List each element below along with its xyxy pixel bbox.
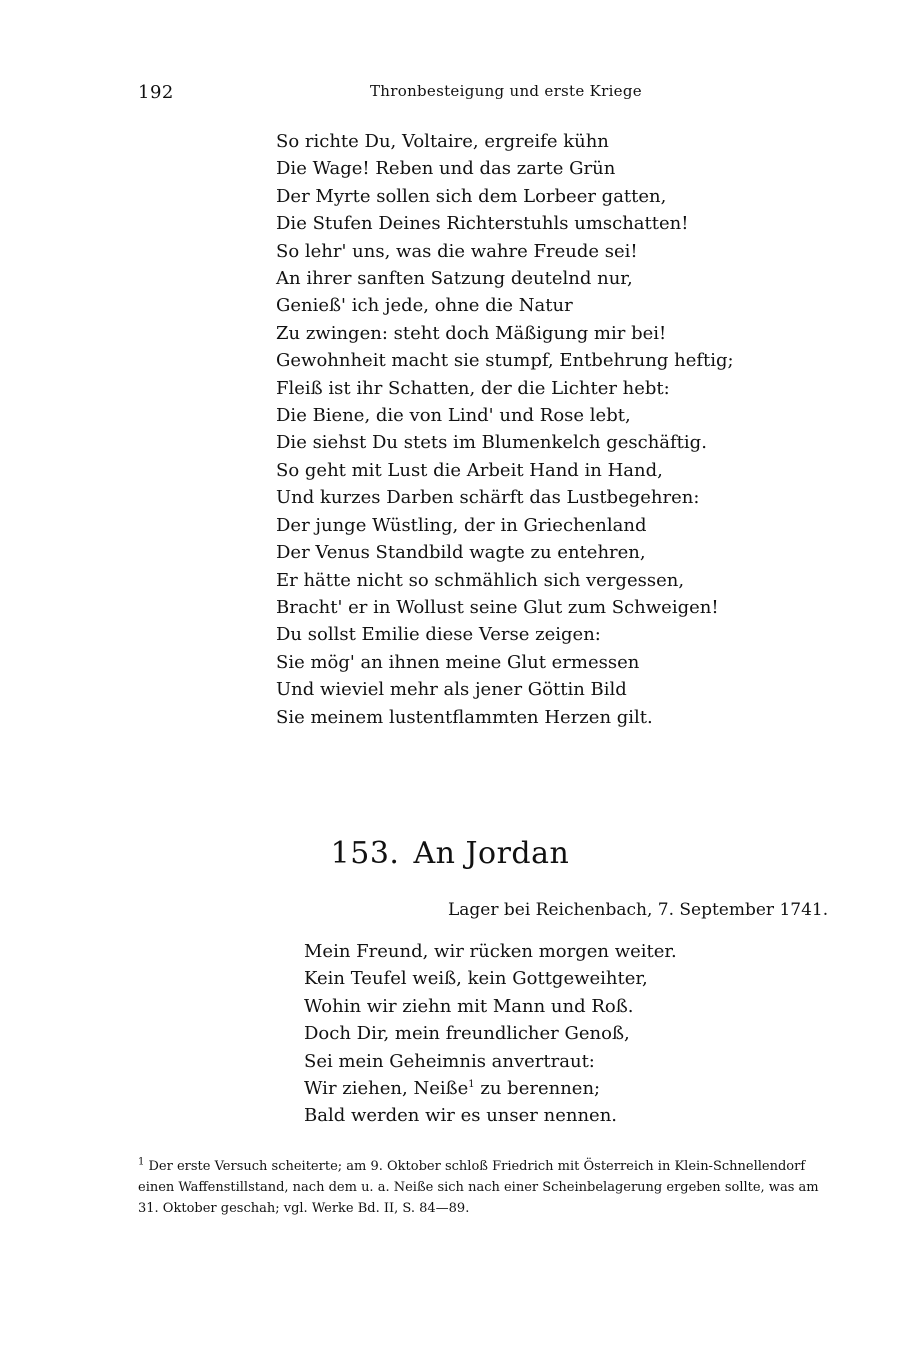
verse-line: Und wieviel mehr als jener Göttin Bild: [276, 679, 627, 701]
verse-line: An ihrer sanften Satzung deutelnd nur,: [276, 268, 633, 290]
verse-line: Die siehst Du stets im Blumenkelch geschäftig.: [276, 432, 707, 454]
poem-stanza-continued: [276, 128, 734, 731]
verse-line: Der junge Wüstling, der in Griechenland: [276, 514, 647, 536]
verse-line: Bracht' er in Wollust seine Glut zum Schweigen!: [276, 596, 719, 618]
verse-line: Er hätte nicht so schmählich sich vergessen,: [276, 569, 685, 591]
verse-line: Wohin wir ziehn mit Mann und Roß.: [304, 995, 634, 1017]
verse-line: Du sollst Emilie diese Verse zeigen:: [276, 624, 601, 646]
verse-line: Der Myrte sollen sich dem Lorbeer gatten,: [276, 185, 667, 207]
footnote: [138, 1156, 824, 1219]
verse-line: Sie mög' an ihnen meine Glut ermessen: [276, 651, 640, 673]
verse-line: Die Stufen Deines Richterstuhls umschatten!: [276, 213, 689, 235]
verse-line: Und kurzes Darben schärft das Lustbegehren:: [276, 487, 700, 509]
verse-line: Zu zwingen: steht doch Mäßigung mir bei!: [276, 322, 667, 344]
poem-stanza: [304, 938, 677, 1130]
verse-line: Fleiß ist ihr Schatten, der die Lichter hebt:: [276, 377, 670, 399]
footnote-reference[interactable]: 1: [468, 1079, 475, 1091]
verse-line: So geht mit Lust die Arbeit Hand in Hand,: [276, 459, 663, 481]
running-title: Thronbesteigung und erste Kriege: [370, 82, 642, 100]
footnote-mark: 1: [138, 1156, 145, 1168]
verse-text: Wir ziehen, Neiße: [304, 1078, 469, 1100]
poem-title: An Jordan: [413, 836, 570, 871]
verse-line: Sei mein Geheimnis anvertraut:: [304, 1050, 595, 1072]
poem-heading: [0, 836, 900, 871]
verse-line: Genieß' ich jede, ohne die Natur: [276, 295, 573, 317]
verse-line: Der Venus Standbild wagte zu entehren,: [276, 542, 646, 564]
verse-line: Kein Teufel weiß, kein Gottgeweihter,: [304, 968, 648, 990]
verse-line: So richte Du, Voltaire, ergreife kühn: [276, 131, 609, 152]
poem-number: 153.: [330, 836, 400, 871]
verse-line: Die Wage! Reben und das zarte Grün: [276, 158, 616, 180]
verse-line: Gewohnheit macht sie stumpf, Entbehrung heftig;: [276, 350, 734, 372]
verse-line: Die Biene, die von Lind' und Rose lebt,: [276, 405, 631, 427]
poem-dateline: Lager bei Reichenbach, 7. September 1741.: [448, 900, 829, 920]
verse-line: Doch Dir, mein freundlicher Genoß,: [304, 1023, 630, 1045]
verse-line: Mein Freund, wir rücken morgen weiter.: [304, 941, 677, 962]
verse-text: zu berennen;: [474, 1078, 601, 1100]
footnote-text: Der erste Versuch scheiterte; am 9. Oktober schloß Friedrich mit Österreich in Klein-Schnellendorf einen Waffenstillstand, nach dem u. a. Neiße sich nach einer Scheinbelagerung ergeben sollte, was am 31. Oktober geschah; vgl. Werke Bd. II, S. 84—89.: [138, 1159, 819, 1216]
verse-line: So lehr' uns, was die wahre Freude sei!: [276, 240, 638, 262]
page-number: 192: [138, 82, 174, 103]
verse-line: [304, 1075, 677, 1102]
verse-line: Bald werden wir es unser nennen.: [304, 1105, 618, 1127]
verse-line: Sie meinem lustentflammten Herzen gilt.: [276, 706, 653, 728]
